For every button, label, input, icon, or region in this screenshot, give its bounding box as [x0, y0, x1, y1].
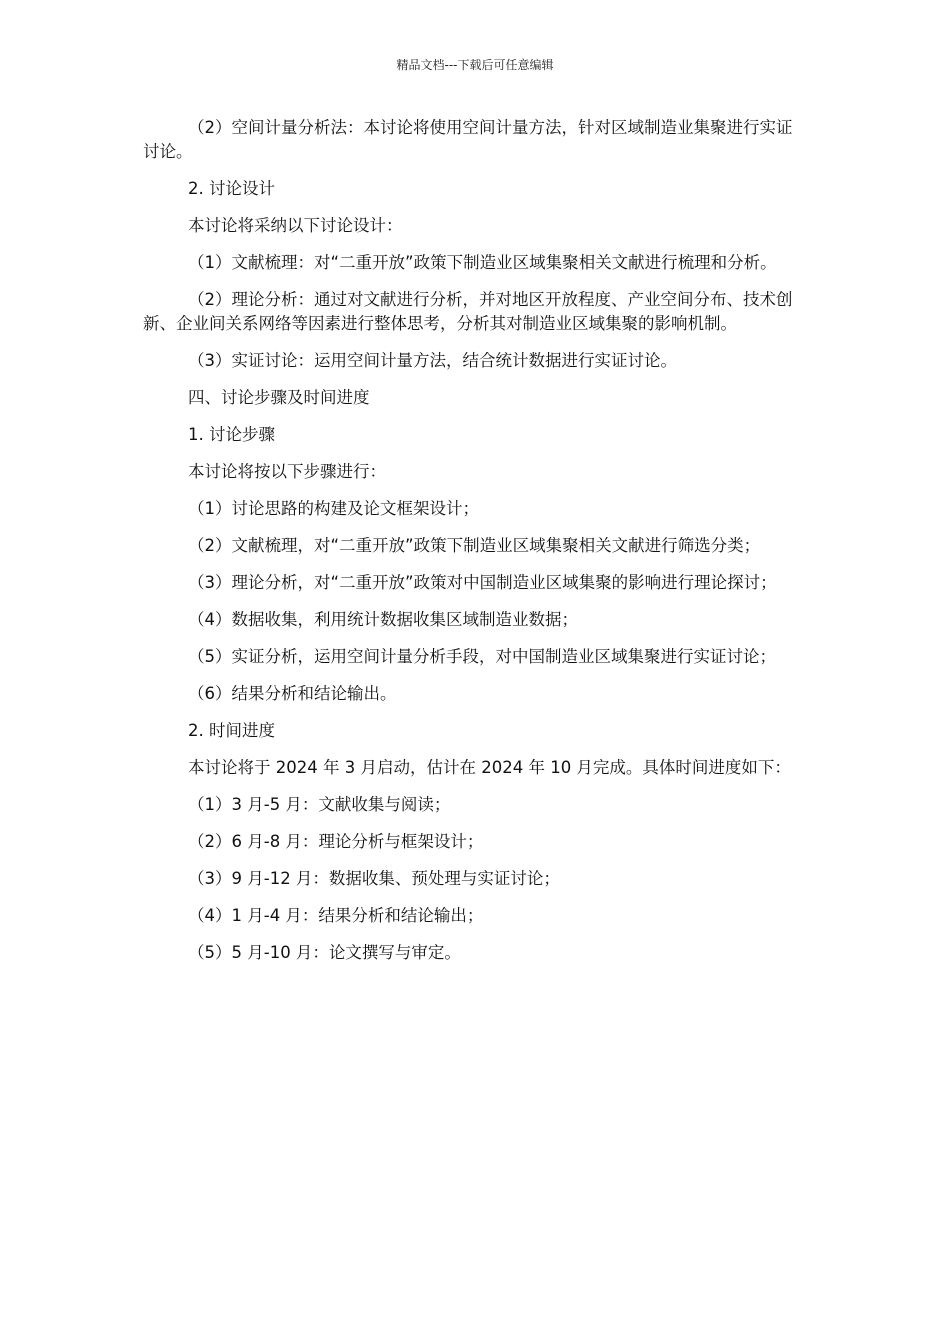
paragraph-steps-intro: 本讨论将按以下步骤进行： — [188, 462, 386, 481]
paragraph-schedule-3: （3）9 月-12 月：数据收集、预处理与实证讨论； — [188, 869, 560, 888]
paragraph-step-6: （6）结果分析和结论输出。 — [188, 684, 397, 703]
paragraph-method-spatial: （2）空间计量分析法：本讨论将使用空间计量方法，针对区域制造业集聚进行实证讨论。 — [143, 118, 793, 161]
heading-research-design: 2. 讨论设计 — [188, 179, 275, 198]
heading-research-steps: 1. 讨论步骤 — [188, 425, 275, 444]
paragraph-step-4: （4）数据收集，利用统计数据收集区域制造业数据； — [188, 610, 578, 629]
paragraph-schedule-2: （2）6 月-8 月：理论分析与框架设计； — [188, 832, 484, 851]
paragraph-step-3: （3）理论分析，对“二重开放”政策对中国制造业区域集聚的影响进行理论探讨； — [188, 573, 777, 592]
paragraph-step-2: （2）文献梳理，对“二重开放”政策下制造业区域集聚相关文献进行筛选分类； — [188, 536, 761, 555]
page-header: 精品文档---下载后可任意编辑 — [396, 58, 554, 72]
paragraph-design-3: （3）实证讨论：运用空间计量方法，结合统计数据进行实证讨论。 — [188, 351, 677, 370]
paragraph-schedule-intro: 本讨论将于 2024 年 3 月启动，估计在 2024 年 10 月完成。具体时间进度如下： — [188, 758, 791, 777]
heading-steps-schedule: 四、讨论步骤及时间进度 — [188, 388, 370, 407]
paragraph-design-1: （1）文献梳理：对“二重开放”政策下制造业区域集聚相关文献进行梳理和分析。 — [188, 253, 777, 272]
paragraph-design-intro: 本讨论将采纳以下讨论设计： — [188, 216, 403, 235]
paragraph-schedule-5: （5）5 月-10 月：论文撰写与审定。 — [188, 943, 461, 962]
paragraph-step-1: （1）讨论思路的构建及论文框架设计； — [188, 499, 479, 518]
paragraph-schedule-4: （4）1 月-4 月：结果分析和结论输出； — [188, 906, 484, 925]
paragraph-design-2: （2）理论分析：通过对文献进行分析，并对地区开放程度、产业空间分布、技术创新、企业间关系网络等因素进行整体思考，分析其对制造业区域集聚的影响机制。 — [143, 290, 793, 333]
paragraph-step-5: （5）实证分析，运用空间计量分析手段，对中国制造业区域集聚进行实证讨论； — [188, 647, 776, 666]
document-body — [143, 116, 808, 978]
paragraph-schedule-1: （1）3 月-5 月：文献收集与阅读； — [188, 795, 451, 814]
heading-schedule: 2. 时间进度 — [188, 721, 275, 740]
